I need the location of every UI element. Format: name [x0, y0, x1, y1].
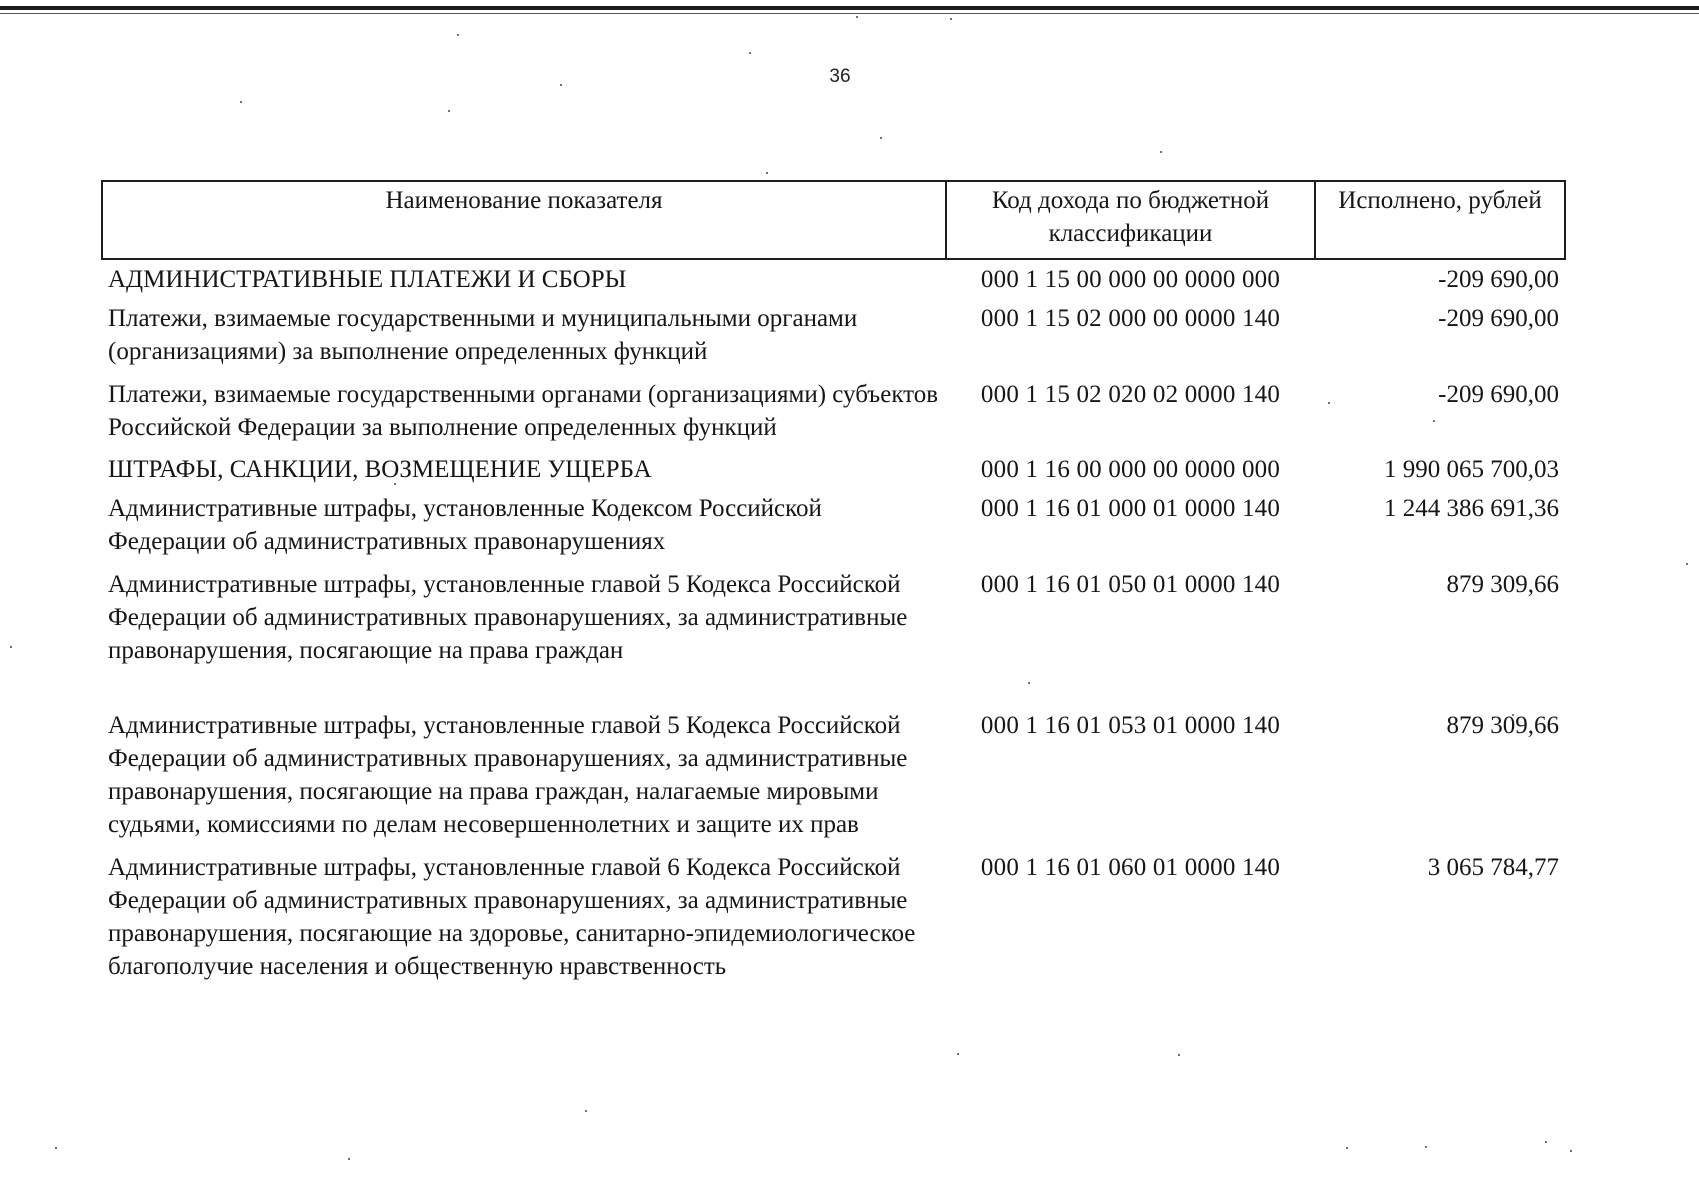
- table-header-row: [102, 181, 1565, 259]
- table-row: [102, 847, 1565, 989]
- scan-speck: [856, 16, 858, 18]
- top-border-rule-thin: [0, 13, 1699, 14]
- scan-speck: [766, 172, 768, 174]
- table-row: [102, 450, 1565, 488]
- scan-speck: [448, 110, 450, 112]
- indicator-name: Административные штрафы, установленные главой 5 Кодекса Российской Федерации об административных правонарушениях, за административные правонарушения, посягающие на права граждан: [108, 571, 908, 664]
- budget-code: 000 1 16 01 000 01 0000 140: [980, 495, 1281, 522]
- revenue-execution-table: [101, 180, 1566, 989]
- table-row: [102, 488, 1565, 564]
- scan-speck: [957, 1053, 959, 1055]
- scan-speck: [348, 1158, 350, 1160]
- budget-code: 000 1 15 02 000 00 0000 140: [980, 305, 1281, 332]
- budget-code: 000 1 16 01 053 01 0000 140: [980, 712, 1281, 739]
- budget-code: 000 1 16 01 050 01 0000 140: [980, 571, 1281, 598]
- scan-speck: [749, 52, 751, 54]
- scan-speck: [10, 646, 12, 648]
- scan-speck: [240, 101, 242, 103]
- indicator-name: Платежи, взимаемые государственными органами (организациями) субъектов Российской Федерации за выполнение определенных функций: [108, 381, 939, 441]
- executed-amount: 3 065 784,77: [1427, 854, 1559, 881]
- executed-amount: 879 309,66: [1446, 712, 1559, 739]
- executed-amount: 1 990 065 700,03: [1384, 456, 1559, 483]
- executed-amount: 879 309,66: [1446, 571, 1559, 598]
- budget-code: 000 1 16 00 000 00 0000 000: [980, 456, 1281, 483]
- scan-speck: [585, 1110, 587, 1112]
- top-border-rule: [0, 6, 1699, 10]
- scan-speck: [1545, 1141, 1547, 1143]
- table-row: [102, 564, 1565, 705]
- executed-amount: 1 244 386 691,36: [1384, 495, 1559, 522]
- scan-speck: [560, 84, 562, 86]
- indicator-name: АДМИНИСТРАТИВНЫЕ ПЛАТЕЖИ И СБОРЫ: [108, 266, 627, 293]
- executed-amount: -209 690,00: [1438, 381, 1559, 408]
- scan-speck: [55, 1147, 57, 1149]
- page-number: 36: [829, 66, 851, 87]
- scan-speck: [1570, 1150, 1572, 1152]
- scan-speck: [1160, 151, 1162, 153]
- indicator-name: Платежи, взимаемые государственными и муниципальными органами (организациями) за выполнение определенных функций: [108, 305, 858, 365]
- budget-code: 000 1 15 02 020 02 0000 140: [980, 381, 1281, 408]
- table-row: [102, 259, 1565, 298]
- executed-amount: -209 690,00: [1438, 305, 1559, 332]
- scan-speck: [457, 34, 459, 36]
- indicator-name: Административные штрафы, установленные Кодексом Российской Федерации об административных правонарушениях: [108, 495, 822, 555]
- table-row: [102, 705, 1565, 847]
- scan-speck: [1346, 1147, 1348, 1149]
- header-indicator-name: Наименование показателя: [102, 181, 946, 259]
- scan-speck: [880, 137, 882, 139]
- table-row: [102, 298, 1565, 374]
- scan-speck: [950, 18, 952, 20]
- budget-code: 000 1 16 01 060 01 0000 140: [980, 854, 1281, 881]
- scan-speck: [1425, 1146, 1427, 1148]
- table-row: [102, 374, 1565, 450]
- indicator-name: Административные штрафы, установленные главой 6 Кодекса Российской Федерации об административных правонарушениях, за административные правонарушения, посягающие на здоровье, санитарно-эпидемиологическое благополучие населения и общественную нравственность: [108, 854, 916, 980]
- indicator-name: ШТРАФЫ, САНКЦИИ, ВОЗМЕЩЕНИЕ УЩЕРБА: [108, 456, 652, 483]
- scan-speck: [1686, 563, 1688, 565]
- scan-speck: [1178, 1054, 1180, 1056]
- budget-code: 000 1 15 00 000 00 0000 000: [980, 266, 1281, 293]
- executed-amount: -209 690,00: [1438, 266, 1559, 293]
- header-executed-amount: Исполнено, рублей: [1315, 181, 1565, 259]
- header-budget-code: Код дохода по бюджетной классификации: [946, 181, 1315, 259]
- indicator-name: Административные штрафы, установленные главой 5 Кодекса Российской Федерации об административных правонарушениях, за административные правонарушения, посягающие на права граждан, налагаемые мировыми судьями, комиссиями по делам несовершеннолетних и защите их прав: [108, 712, 908, 838]
